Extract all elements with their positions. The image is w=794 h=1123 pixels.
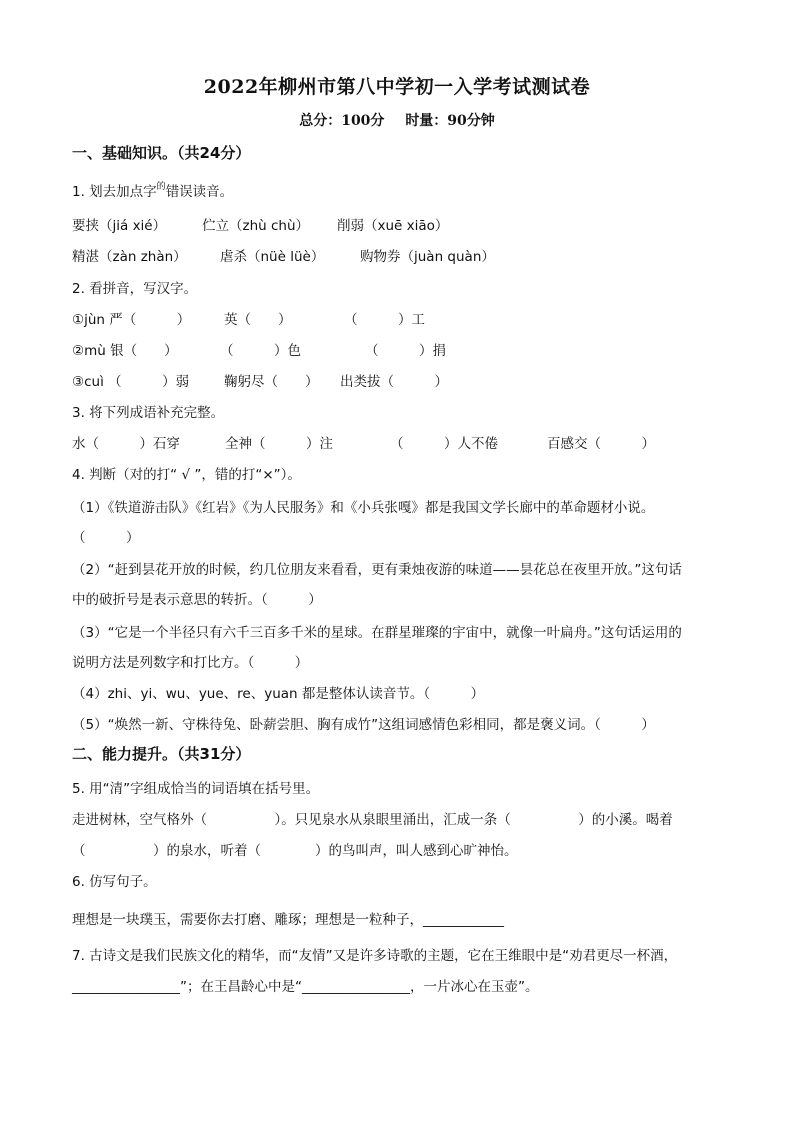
q4-statement-1a: （1）《铁道游击队》《红岩》《为人民服务》和《小兵张嘎》都是我国文学长廊中的革命题材小说。	[72, 500, 655, 516]
q2-item: （ ）工	[344, 312, 425, 328]
exam-meta	[0, 110, 794, 130]
q4-statement-3a: （3）“它是一个半径只有六千三百多千米的星球。在群星璀璨的宇宙中，就像一叶扁舟。”这句话运用的	[72, 625, 682, 641]
q2-item: ②mù 银（ ）	[72, 343, 178, 359]
q1-stem-sup: 的	[156, 182, 166, 192]
q5-line-2: （ ）的泉水，听着（ ）的鸟叫声，叫人感到心旷神怡。	[72, 843, 518, 859]
section-heading-1: 一、基础知识。（共24分）	[72, 144, 251, 162]
section-heading-2: 二、能力提升。（共31分）	[72, 745, 251, 763]
q1-item: 削弱（xuē xiāo）	[337, 218, 449, 234]
question-5-stem: 5. 用“清”字组成恰当的词语填在括号里。	[72, 781, 320, 797]
q2-item: 英（ ）	[224, 312, 292, 328]
q7-line-1: 7. 古诗文是我们民族文化的精华，而“友情”又是许多诗歌的主题，它在王维眼中是“劝君更尽一杯酒，	[72, 948, 678, 964]
question-2-stem: 2. 看拼音，写汉字。	[72, 281, 198, 297]
q4-statement-3b: 说明方法是列数字和打比方。（ ）	[72, 655, 309, 671]
q6-line-1: 理想是一块璞玉，需要你去打磨、雕琢；理想是一粒种子，____________	[72, 912, 504, 928]
question-3-stem: 3. 将下列成语补充完整。	[72, 405, 225, 421]
q3-item: 百感交（ ）	[547, 436, 655, 452]
q3-item: 全神（ ）注	[225, 436, 333, 452]
q1-item: 要挟（jiá xié）	[72, 218, 167, 234]
q3-item: 水（ ）石穿	[72, 436, 180, 452]
q1-stem-a: 1. 划去加点字	[72, 184, 157, 200]
q5-line-1: 走进树林，空气格外（ ）。只见泉水从泉眼里涌出，汇成一条（ ）的小溪。喝着	[72, 812, 673, 828]
q3-item: （ ）人不倦	[390, 436, 498, 452]
q7-line-2: ________________”；在王昌龄心中是“________________，一片冰心在玉壶”。	[72, 979, 539, 995]
q2-item: 出类拔（ ）	[340, 374, 448, 390]
q2-item: （ ）捐	[365, 343, 446, 359]
q2-item: 鞠躬尽（ ）	[224, 374, 319, 390]
q4-statement-5: （5）“焕然一新、守株待兔、卧薪尝胆、胸有成竹”这组词感情色彩相同，都是褒义词。（ ）	[72, 717, 655, 733]
q1-stem-b: 错误读音。	[165, 184, 234, 200]
q1-item: 精湛（zàn zhàn）	[72, 249, 187, 265]
q2-item: ③cuì （ ）弱	[72, 374, 190, 390]
q1-item: 伫立（zhù chù）	[202, 218, 310, 234]
question-4-stem: 4. 判断（对的打“ √ ”，错的打“×”）。	[72, 467, 301, 483]
q2-item: ①jùn 严（ ）	[72, 312, 191, 328]
question-6-stem: 6. 仿写句子。	[72, 874, 157, 890]
time-limit: 时量：90分钟	[405, 113, 495, 129]
question-1-stem	[72, 180, 732, 200]
q4-statement-1b: （ ）	[72, 530, 140, 546]
q2-item: （ ）色	[220, 343, 301, 359]
exam-title: 2022年柳州市第八中学初一入学考试测试卷	[203, 76, 591, 98]
q1-item: 虐杀（nüè lüè）	[220, 249, 325, 265]
q1-item: 购物券（juàn quàn）	[360, 249, 495, 265]
q4-statement-2a: （2）“赶到昙花开放的时候，约几位朋友来看看，更有秉烛夜游的味道——昙花总在夜里开放。”这句话	[72, 562, 682, 578]
total-score: 总分：100分	[299, 113, 385, 129]
q4-statement-4: （4）zhi、yi、wu、yue、re、yuan 都是整体认读音节。（ ）	[72, 686, 485, 702]
q4-statement-2b: 中的破折号是表示意思的转折。（ ）	[72, 592, 322, 608]
